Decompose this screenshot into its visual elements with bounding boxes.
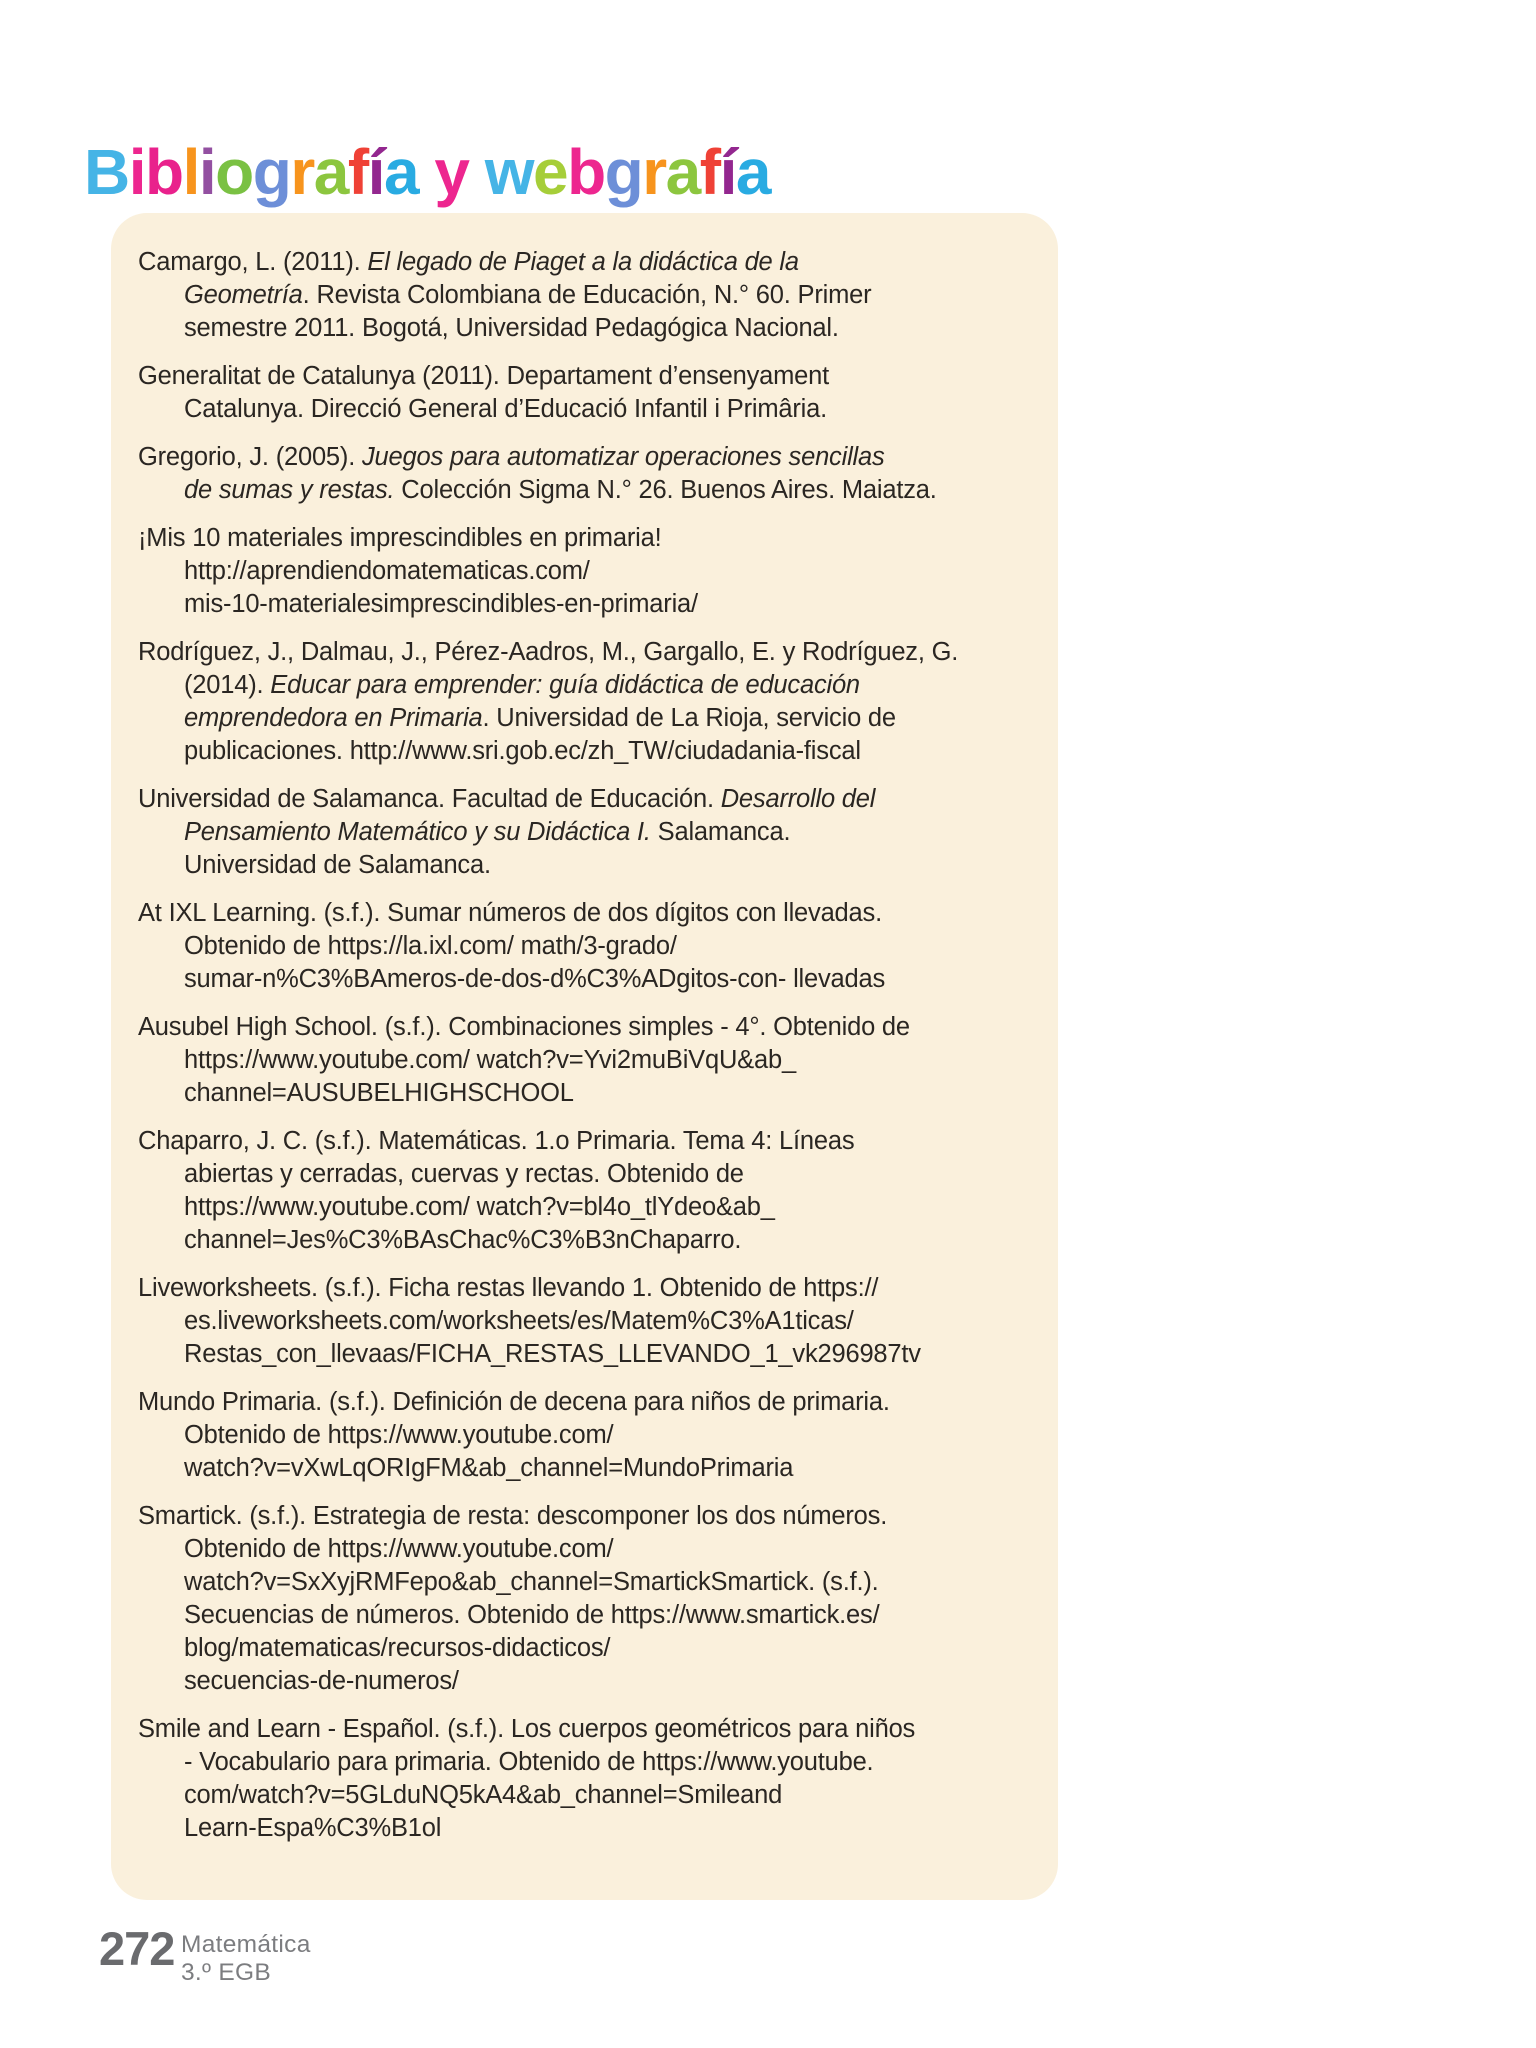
bibliography-entry [138,1500,1034,1698]
entry-line: https://www.youtube.com/ watch?v=bl4o_tlYdeo&ab_ [184,1193,775,1221]
entry-line: secuencias-de-numeros/ [184,1667,459,1695]
bibliography-entry [138,1713,1034,1845]
title-letter: a [313,135,348,208]
entry-line: Ausubel High School. (s.f.). Combinaciones simples - 4°. Obtenido de [138,1013,910,1041]
title-letter: y [434,135,469,208]
entry-line: ¡Mis 10 materiales imprescindibles en primaria! [138,524,662,552]
title-letter: i [128,135,145,208]
bibliography-entry [138,1272,1034,1371]
entry-line: Geometría. Revista Colombiana de Educación, N.° 60. Primer [184,281,872,309]
entry-line: - Vocabulario para primaria. Obtenido de https://www.youtube. [184,1748,874,1776]
bibliography-entry [138,1386,1034,1485]
entry-line: Learn-Espa%C3%B1ol [184,1814,442,1842]
entry-line: es.liveworksheets.com/worksheets/es/Matem%C3%A1ticas/ [184,1307,854,1335]
entry-line: Obtenido de https://www.youtube.com/ [184,1421,614,1449]
entry-line: blog/matematicas/recursos-didacticos/ [184,1634,611,1662]
entry-line: Generalitat de Catalunya (2011). Departament d’ensenyament [138,362,830,390]
entry-line: Obtenido de https://la.ixl.com/ math/3-grado/ [184,932,677,960]
title-letter: o [215,135,253,208]
entry-line: com/watch?v=5GLduNQ5kA4&ab_channel=Smileand [184,1781,783,1809]
entry-line: watch?v=SxXyjRMFepo&ab_channel=SmartickSmartick. (s.f.). [184,1568,879,1596]
entry-line: Chaparro, J. C. (s.f.). Matemáticas. 1.o Primaria. Tema 4: Líneas [138,1127,855,1155]
entry-line: Smile and Learn - Español. (s.f.). Los cuerpos geométricos para niños [138,1715,916,1743]
entry-line: emprendedora en Primaria. Universidad de La Rioja, servicio de [184,704,896,732]
entry-line: Liveworksheets. (s.f.). Ficha restas llevando 1. Obtenido de https:// [138,1274,879,1302]
title-letter: w [484,135,533,208]
entry-line: Universidad de Salamanca. [184,851,491,879]
entry-line: abiertas y cerradas, cuervas y rectas. Obtenido de [184,1160,744,1188]
title-letter: l [182,135,199,208]
bibliography-entry [138,1011,1034,1110]
entry-line: mis-10-materialesimprescindibles-en-primaria/ [184,590,698,618]
footer-label [181,1931,311,1986]
page-number: 272 [99,1922,175,1975]
entry-line: (2014). Educar para emprender: guía didáctica de educación [184,671,860,699]
title-letter: g [252,135,291,208]
bibliography-entry [138,783,1034,882]
title-letter: B [84,135,129,208]
entry-line: Camargo, L. (2011). El legado de Piaget a la didáctica de la [138,248,799,276]
title-letter: r [642,135,666,208]
entry-line: Rodríguez, J., Dalmau, J., Pérez-Aadros, M., Gargallo, E. y Rodríguez, G. [138,638,959,666]
entry-line: Obtenido de https://www.youtube.com/ [184,1535,614,1563]
entry-line: Smartick. (s.f.). Estrategia de resta: descomponer los dos números. [138,1502,888,1530]
page-title [84,136,770,208]
title-letter [468,136,484,208]
title-letter [418,136,434,208]
footer-grade: 3.º EGB [181,1958,272,1986]
entry-line: Catalunya. Direcció General d’Educació Infantil i Primâria. [184,395,827,423]
entry-line: Mundo Primaria. (s.f.). Definición de decena para niños de primaria. [138,1388,890,1416]
entry-line: publicaciones. http://www.sri.gob.ec/zh_TW/ciudadania-fiscal [184,737,861,765]
bibliography-entry [138,360,1034,426]
entry-line: http://aprendiendomatematicas.com/ [184,557,590,585]
title-letter: f [699,135,720,208]
entry-line: At IXL Learning. (s.f.). Sumar números de dos dígitos con llevadas. [138,899,882,927]
entry-line: Universidad de Salamanca. Facultad de Educación. Desarrollo del [138,785,876,813]
entry-line: Pensamiento Matemático y su Didáctica I. Salamanca. [184,818,791,846]
entry-line: semestre 2011. Bogotá, Universidad Pedagógica Nacional. [184,314,839,342]
entry-line: de sumas y restas. Colección Sigma N.° 26. Buenos Aires. Maiatza. [184,476,937,504]
title-letter: g [604,135,643,208]
entry-line: Gregorio, J. (2005). Juegos para automatizar operaciones sencillas [138,443,885,471]
title-letter: b [145,135,183,208]
title-letter: e [532,135,568,208]
entry-line: channel=AUSUBELHIGHSCHOOL [184,1079,574,1107]
title-letter: f [347,135,368,208]
title-letter: í [367,135,384,208]
bibliography-entry [138,246,1034,345]
entry-line: sumar-n%C3%BAmeros-de-dos-d%C3%ADgitos-con- llevadas [184,965,886,993]
title-letter: a [665,135,700,208]
entry-line: watch?v=vXwLqORIgFM&ab_channel=MundoPrimaria [184,1454,794,1482]
title-letter: b [567,135,605,208]
footer-subject: Matemática [181,1931,311,1958]
bibliography-entry [138,522,1034,621]
title-letter: r [290,135,314,208]
title-letter: a [383,135,419,208]
bibliography-entry [138,441,1034,507]
entry-line: Secuencias de números. Obtenido de https://www.smartick.es/ [184,1601,880,1629]
entry-line: https://www.youtube.com/ watch?v=Yvi2muBiVqU&ab_ [184,1046,796,1074]
entry-line: channel=Jes%C3%BAsChac%C3%B3nChaparro. [184,1226,742,1254]
bibliography-entry [138,1125,1034,1257]
title-letter: í [719,135,736,208]
bibliography-entry [138,636,1034,768]
bibliography-panel [111,213,1058,1900]
entry-line: Restas_con_llevaas/FICHA_RESTAS_LLEVANDO_1_vk296987tv [184,1340,921,1368]
title-letter: a [735,135,770,208]
bibliography-entry [138,897,1034,996]
title-letter: i [198,135,216,208]
